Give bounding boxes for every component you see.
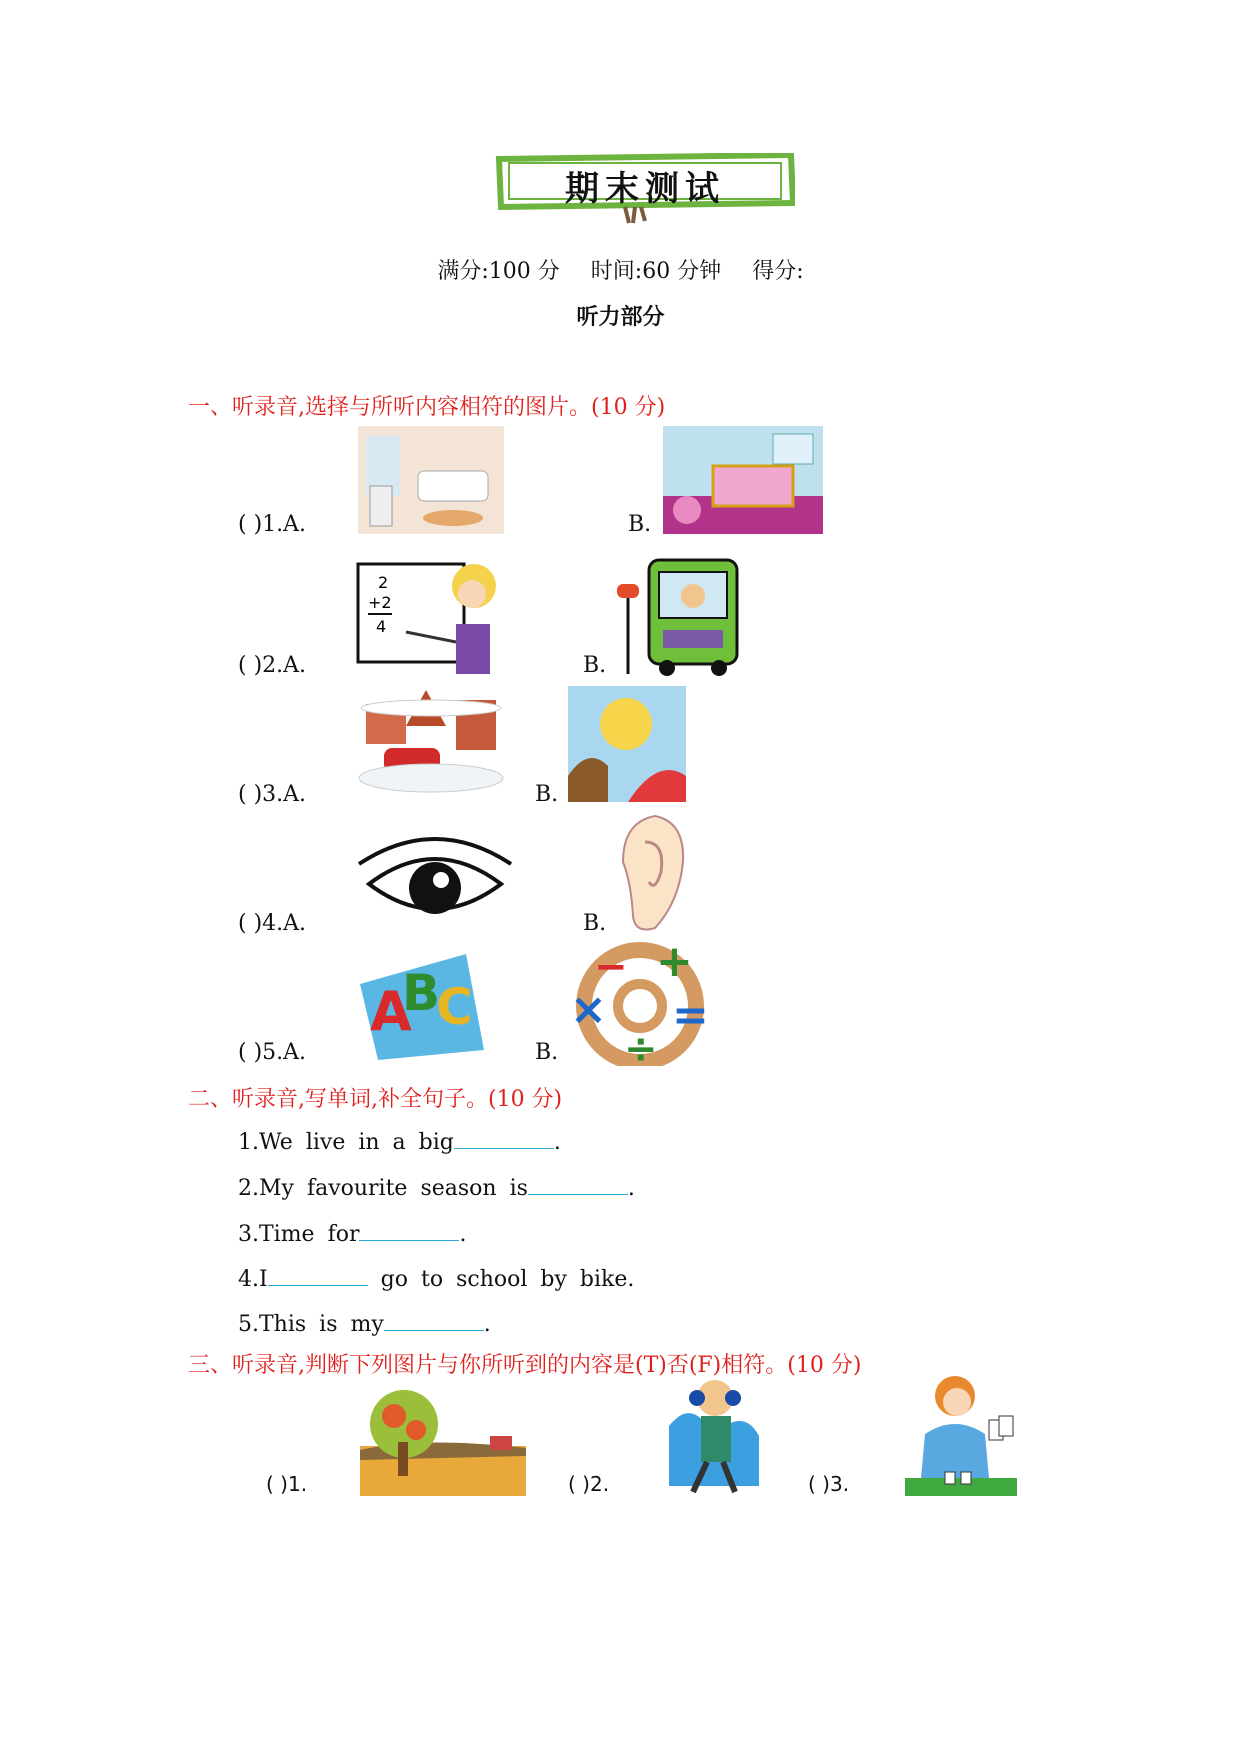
- bus-driver-picture: [613, 556, 743, 678]
- section3-heading: 三、听录音,判断下列图片与你所听到的内容是(T)否(F)相符。(10 分): [188, 1353, 862, 1378]
- svg-text:+: +: [656, 940, 693, 987]
- answer-blank-2[interactable]: [528, 1172, 628, 1195]
- score-field: 得分:: [752, 259, 804, 284]
- s3-item-3-label: ( )3.: [808, 1472, 850, 1496]
- ear-picture: [615, 812, 687, 934]
- sentence-5: 5.This is my .: [238, 1308, 491, 1337]
- sentence-2: 2.My favourite season is .: [238, 1172, 635, 1201]
- section2-heading: 二、听录音,写单词,补全句子。(10 分): [188, 1087, 563, 1112]
- q4-prefix: ( )4.A.: [238, 911, 307, 936]
- svg-text:C: C: [436, 978, 473, 1036]
- q5-b-label: B.: [535, 1040, 559, 1065]
- autumn-tree-picture: [360, 1386, 526, 1496]
- answer-blank-1[interactable]: [454, 1126, 554, 1149]
- sunny-summer-picture: [568, 686, 686, 802]
- svg-text:×: ×: [570, 984, 607, 1035]
- svg-text:A: A: [370, 980, 412, 1043]
- cold-man-picture: [663, 1376, 763, 1498]
- woman-playing-cards-picture: [905, 1374, 1017, 1496]
- s3-item-2-label: ( )2.: [568, 1472, 610, 1496]
- svg-text:=: =: [672, 990, 709, 1041]
- sentence-1: 1.We live in a big .: [238, 1126, 561, 1155]
- svg-text:+2: +2: [368, 593, 392, 612]
- title-banner: [495, 153, 795, 209]
- answer-blank-3[interactable]: [359, 1218, 459, 1241]
- bathroom-picture: [358, 426, 504, 534]
- bedroom-picture: [663, 426, 823, 534]
- section-subtitle: 听力部分: [576, 305, 665, 330]
- q3-b-label: B.: [535, 782, 559, 807]
- q1-b-label: B.: [628, 512, 652, 537]
- svg-text:B: B: [402, 964, 441, 1022]
- s3-item-1-label: ( )1.: [266, 1472, 308, 1496]
- time-limit: 时间:60 分钟: [590, 259, 722, 284]
- q1-prefix: ( )1.A.: [238, 512, 307, 537]
- q2-b-label: B.: [583, 653, 607, 678]
- q2-prefix: ( )2.A.: [238, 653, 307, 678]
- answer-blank-4[interactable]: [268, 1263, 368, 1286]
- exam-meta: [0, 254, 1241, 285]
- q4-b-label: B.: [583, 911, 607, 936]
- math-symbols-picture: [568, 940, 712, 1066]
- sentence-4: 4.I go to school by bike.: [238, 1263, 634, 1292]
- svg-text:2: 2: [378, 573, 389, 592]
- svg-text:−: −: [594, 944, 628, 990]
- answer-blank-5[interactable]: [384, 1308, 484, 1331]
- full-score: 满分:100 分: [437, 259, 560, 284]
- svg-text:÷: ÷: [624, 1026, 658, 1066]
- eye-picture: [355, 824, 513, 922]
- teacher-picture: [356, 556, 506, 678]
- abc-letters-picture: [356, 944, 488, 1064]
- q3-prefix: ( )3.A.: [238, 782, 307, 807]
- sentence-3: 3.Time for .: [238, 1218, 466, 1247]
- section1-heading: 一、听录音,选择与所听内容相符的图片。(10 分): [188, 395, 666, 420]
- page-title: 期末测试: [565, 169, 725, 209]
- q5-prefix: ( )5.A.: [238, 1040, 307, 1065]
- snowy-winter-picture: [356, 686, 506, 802]
- svg-text:4: 4: [376, 617, 387, 636]
